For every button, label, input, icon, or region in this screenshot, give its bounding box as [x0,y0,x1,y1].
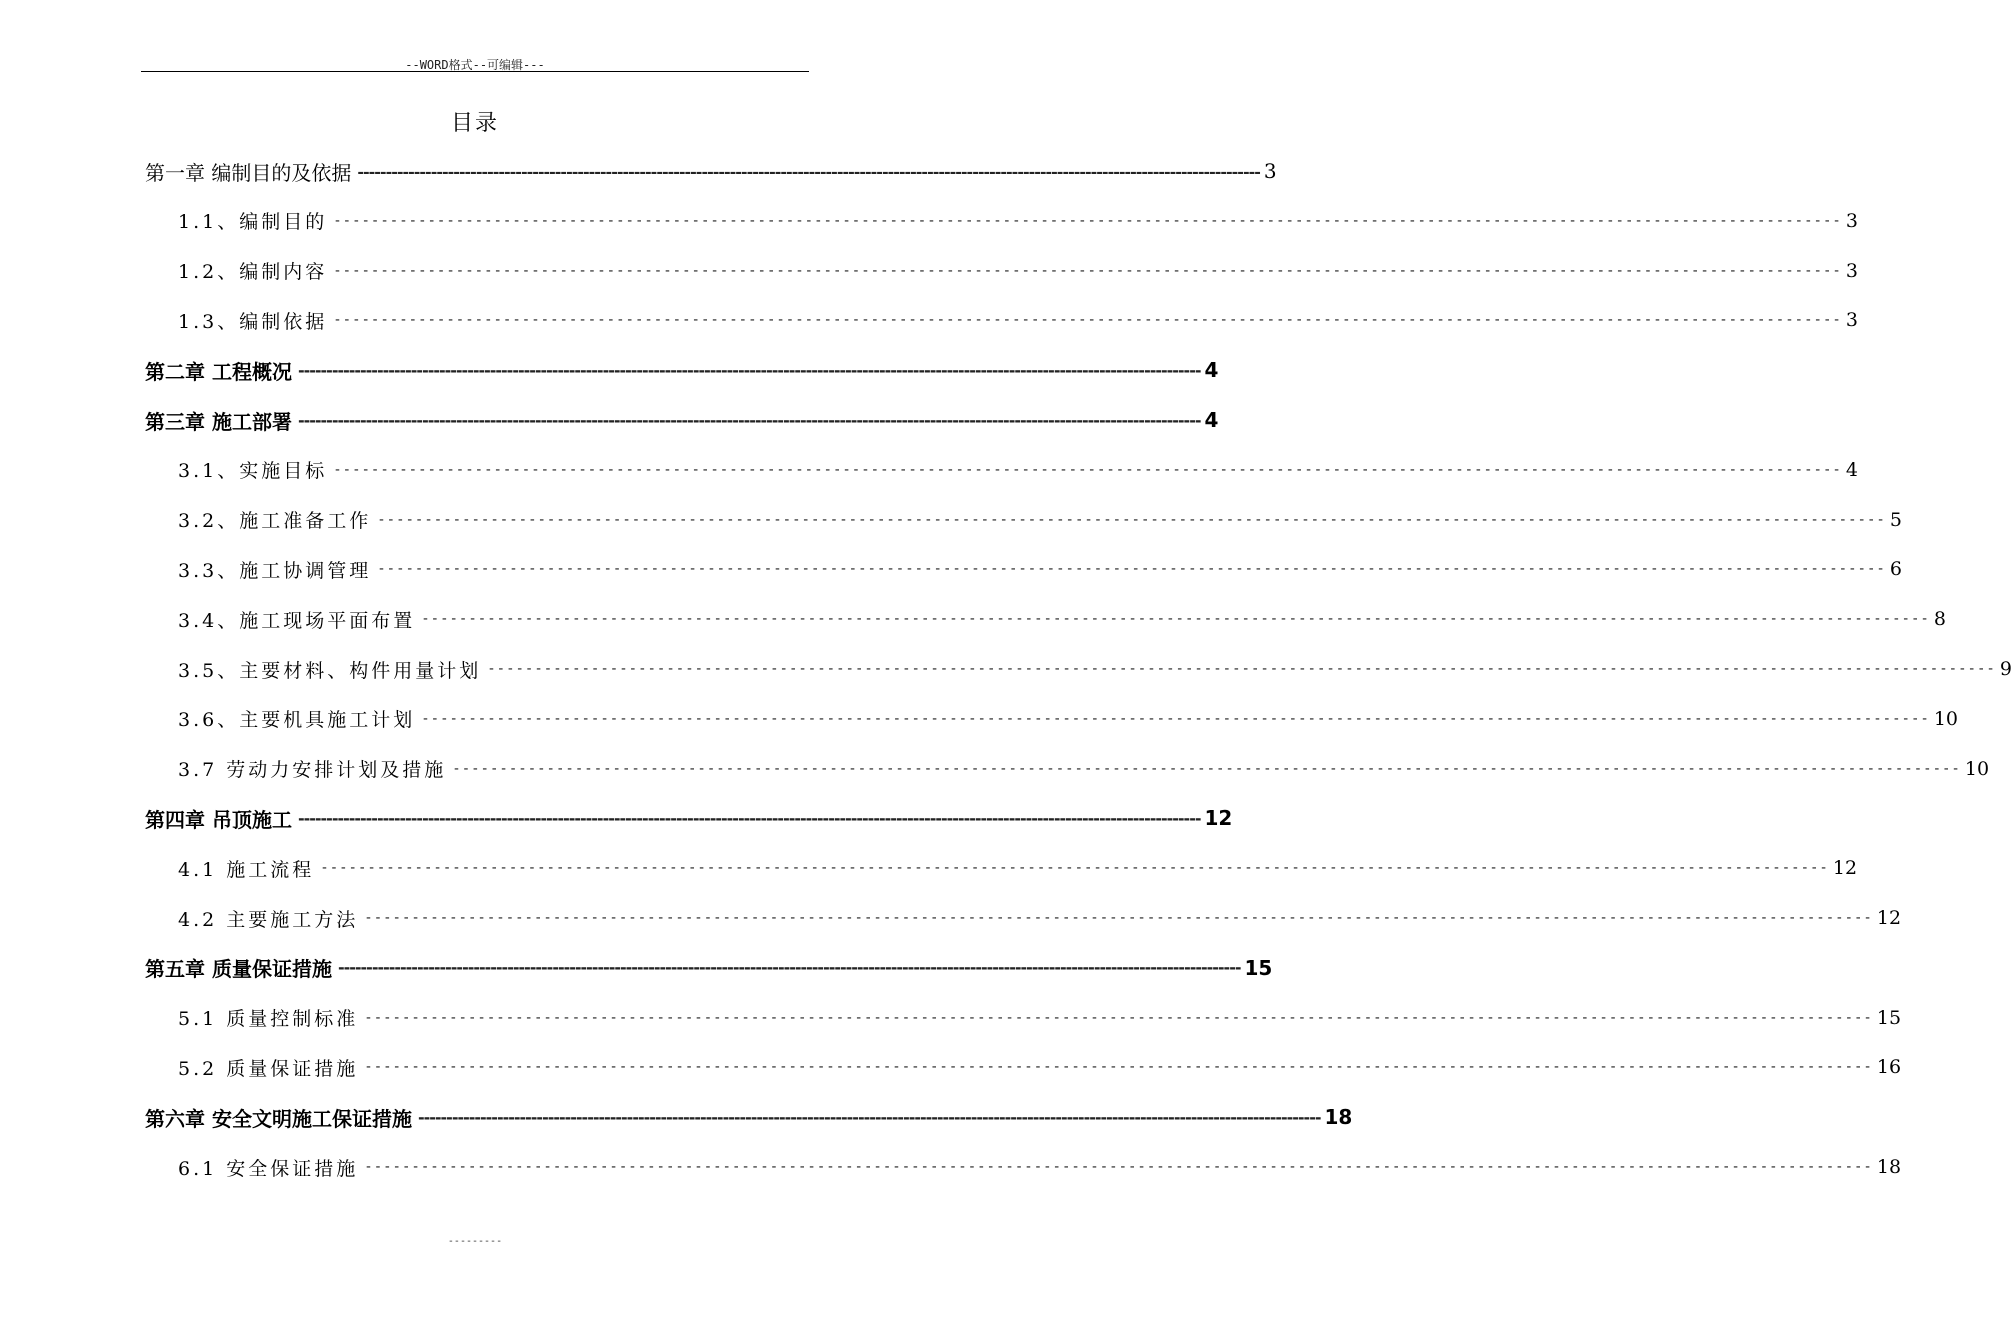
toc-chapter-entry[interactable] [145,345,1219,395]
toc-dot-leader: ---------------------------------------------------------------------------------------------------------------------------------------------------------------- [417,1107,1321,1127]
toc-dot-leader: ---------------------------------------------------------------------------------------------------------------------------------------------------------------- [333,461,1842,478]
toc-page-number: 3 [1845,309,1858,332]
toc-entry-label: 第六章 安全文明施工保证措施 [145,1106,412,1131]
toc-page-number: 15 [1244,955,1273,980]
toc-page-number: 10 [1964,757,1990,780]
toc-page-number: 16 [1876,1056,1902,1079]
toc-section-entry[interactable] [178,893,1902,943]
toc-chapter-entry[interactable] [145,943,1273,993]
toc-entry-label: 3.6、主要机具施工计划 [178,709,416,732]
toc-page-number: 4 [1204,358,1219,383]
toc-dot-leader: ---------------------------------------------------------------------------------------------------------------------------------------------------------------- [357,161,1260,181]
toc-dot-leader: ---------------------------------------------------------------------------------------------------------------------------------------------------------------- [320,860,1829,877]
toc-page-number: 12 [1876,907,1902,929]
toc-entry-label: 3.2、施工准备工作 [178,510,372,533]
toc-chapter-entry[interactable] [145,395,1219,445]
toc-dot-leader: ---------------------------------------------------------------------------------------------------------------------------------------------------------------- [452,760,1961,777]
toc-entry-label: 第三章 施工部署 [145,409,292,434]
toc-entry-label: 第五章 质量保证措施 [145,957,332,982]
toc-entry-label: 5.2 质量保证措施 [178,1057,359,1080]
toc-page-number: 9 [1999,658,2012,680]
toc-chapter-entry[interactable] [145,1092,1353,1142]
toc-section-entry[interactable] [178,694,1958,744]
toc-entry-label: 3.3、施工协调管理 [178,559,372,582]
toc-dot-leader: ---------------------------------------------------------------------------------------------------------------------------------------------------------------- [364,910,1873,926]
toc-dot-leader: ---------------------------------------------------------------------------------------------------------------------------------------------------------------- [297,410,1201,430]
toc-section-entry[interactable] [178,993,1902,1043]
toc-dot-leader: ---------------------------------------------------------------------------------------------------------------------------------------------------------------- [337,958,1241,978]
toc-entry-label: 3.5、主要材料、构件用量计划 [178,659,482,682]
toc-page-number: 8 [1933,608,1946,631]
toc-entry-label: 3.1、实施目标 [178,460,328,483]
toc-section-entry[interactable] [178,744,1990,794]
toc-dot-leader: ---------------------------------------------------------------------------------------------------------------------------------------------------------------- [333,262,1842,279]
toc-entry-label: 1.3、编制依据 [178,310,328,333]
toc-section-entry[interactable] [178,246,1858,296]
toc-page-number: 12 [1832,857,1858,880]
toc-dot-leader: ---------------------------------------------------------------------------------------------------------------------------------------------------------------- [333,312,1842,329]
toc-entry-label: 4.2 主要施工方法 [178,908,359,931]
toc-dot-leader: ---------------------------------------------------------------------------------------------------------------------------------------------------------------- [364,1159,1873,1175]
toc-section-entry[interactable] [178,1042,1902,1092]
toc-entry-label: 第二章 工程概况 [145,359,292,384]
toc-page-number: 3 [1263,159,1277,183]
toc-section-entry[interactable] [178,644,2012,694]
page-header: --WORD格式--可编辑--- [405,58,545,72]
toc-section-entry[interactable] [178,1142,1902,1192]
toc-dot-leader: ---------------------------------------------------------------------------------------------------------------------------------------------------------------- [487,661,1996,677]
toc-page-number: 5 [1889,508,1902,531]
toc-page-number: 3 [1845,259,1858,282]
toc-dot-leader: ---------------------------------------------------------------------------------------------------------------------------------------------------------------- [421,611,1930,628]
toc-page-number: 3 [1845,209,1858,232]
toc-page-number: 4 [1204,408,1219,432]
toc-page-number: 4 [1845,458,1858,481]
toc-chapter-entry[interactable] [145,793,1233,843]
toc-dot-leader: ---------------------------------------------------------------------------------------------------------------------------------------------------------------- [377,511,1886,528]
toc-dot-leader: ---------------------------------------------------------------------------------------------------------------------------------------------------------------- [333,212,1842,229]
toc-page-number: 18 [1324,1105,1353,1130]
toc-entry-label: 第一章 编制目的及依据 [145,160,352,185]
toc-entry-label: 1.1、编制目的 [178,211,328,234]
toc-page-number: 18 [1876,1156,1902,1178]
toc-entry-label: 5.1 质量控制标准 [178,1008,359,1031]
toc-entry-label: 3.4、施工现场平面布置 [178,609,416,632]
toc-dot-leader: ---------------------------------------------------------------------------------------------------------------------------------------------------------------- [364,1059,1873,1076]
toc-page-number: 10 [1933,707,1958,730]
toc-entry-label: 3.7 劳动力安排计划及措施 [178,759,447,782]
toc-section-entry[interactable] [178,594,1946,644]
toc-page-number: 15 [1876,1006,1902,1029]
page-footer: --------- [447,1236,503,1247]
toc-entry-label: 1.2、编制内容 [178,261,328,284]
toc-page-number: 6 [1889,558,1902,581]
toc-section-entry[interactable] [178,445,1858,495]
toc-entry-label: 6.1 安全保证措施 [178,1157,359,1180]
toc-dot-leader: ---------------------------------------------------------------------------------------------------------------------------------------------------------------- [297,808,1201,828]
toc-chapter-entry[interactable] [145,146,1277,196]
toc-section-entry[interactable] [178,295,1858,345]
toc-dot-leader: ---------------------------------------------------------------------------------------------------------------------------------------------------------------- [297,360,1201,380]
toc-section-entry[interactable] [178,544,1902,594]
toc-entry-label: 4.1 施工流程 [178,858,315,881]
toc-section-entry[interactable] [178,196,1858,246]
toc-entry-label: 第四章 吊顶施工 [145,807,292,832]
toc-section-entry[interactable] [178,495,1902,545]
toc-dot-leader: ---------------------------------------------------------------------------------------------------------------------------------------------------------------- [377,561,1886,578]
header-rule [141,71,809,72]
toc-dot-leader: ---------------------------------------------------------------------------------------------------------------------------------------------------------------- [364,1009,1873,1026]
toc-section-entry[interactable] [178,843,1858,893]
toc-page-number: 12 [1204,806,1233,831]
toc-dot-leader: ---------------------------------------------------------------------------------------------------------------------------------------------------------------- [421,710,1930,727]
toc-title: 目录 [450,111,499,136]
